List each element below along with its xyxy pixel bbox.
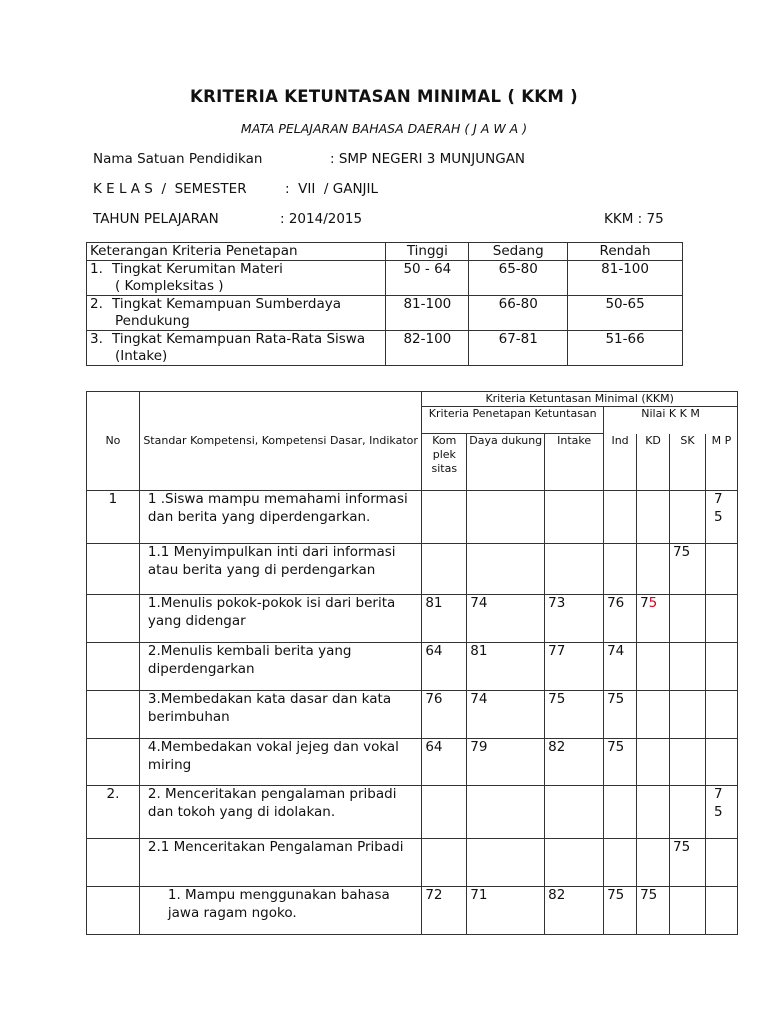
row-sk xyxy=(670,739,706,786)
class-label: K E L A S / SEMESTER xyxy=(93,181,247,197)
row-intake: 73 xyxy=(545,595,604,643)
table-row xyxy=(87,491,738,544)
row-sk xyxy=(670,491,706,544)
header-sk: SK xyxy=(670,434,706,491)
criteria-header: Keterangan Kriteria Penetapan xyxy=(87,243,386,261)
row-ind: 75 xyxy=(604,887,637,935)
row-mp xyxy=(705,643,737,691)
criteria-num: 1. xyxy=(90,261,103,277)
row-mp xyxy=(705,839,737,887)
row-no xyxy=(87,839,140,887)
row-daya: 81 xyxy=(467,643,545,691)
row-kd xyxy=(637,643,670,691)
row-mp: 7 5 xyxy=(705,491,737,544)
row-text-content: 1.Menulis pokok-pokok isi dari berita yang didengar xyxy=(147,595,396,629)
criteria-desc xyxy=(87,296,386,331)
criteria-num: 2. xyxy=(90,296,103,312)
row-kd xyxy=(637,491,670,544)
criteria-sedang: 66-80 xyxy=(469,296,568,331)
class-value: : VII / GANJIL xyxy=(285,181,379,197)
row-text xyxy=(139,544,421,595)
row-ind xyxy=(604,786,637,839)
school-value: : SMP NEGERI 3 MUNJUNGAN xyxy=(330,151,526,167)
row-kd xyxy=(637,595,670,643)
row-kd-a: 75 xyxy=(640,887,658,903)
row-text xyxy=(139,839,421,887)
row-text-content: 2.Menulis kembali berita yang diperdengarkan xyxy=(147,643,352,677)
criteria-table xyxy=(86,242,683,366)
row-intake xyxy=(545,491,604,544)
table-row xyxy=(87,691,738,739)
header-standar: Standar Kompetensi, Kompetensi Dasar, Indikator xyxy=(139,392,421,491)
row-komp xyxy=(422,786,467,839)
row-ind xyxy=(604,491,637,544)
row-no xyxy=(87,595,140,643)
criteria-rendah: 81-100 xyxy=(568,261,683,296)
header-kkm: Kriteria Ketuntasan Minimal (KKM) xyxy=(422,392,738,407)
row-intake: 82 xyxy=(545,887,604,935)
row-no xyxy=(87,691,140,739)
kkm-header-row xyxy=(87,392,738,407)
row-komp: 72 xyxy=(422,887,467,935)
row-ind: 74 xyxy=(604,643,637,691)
row-mp xyxy=(705,887,737,935)
row-text-content: 3.Membedakan kata dasar dan kata berimbuhan xyxy=(147,691,392,725)
criteria-row xyxy=(87,296,683,331)
row-sk: 75 xyxy=(670,544,706,595)
row-intake xyxy=(545,839,604,887)
row-sk xyxy=(670,595,706,643)
criteria-tinggi: 81-100 xyxy=(386,296,469,331)
row-komp: 64 xyxy=(422,739,467,786)
row-kd xyxy=(637,739,670,786)
criteria-header-row xyxy=(87,243,683,261)
row-text xyxy=(139,491,421,544)
header-mp: M P xyxy=(705,434,737,491)
row-komp: 81 xyxy=(422,595,467,643)
header-kd: KD xyxy=(637,434,670,491)
row-ind: 75 xyxy=(604,691,637,739)
criteria-sedang: 65-80 xyxy=(469,261,568,296)
row-kd xyxy=(637,887,670,935)
criteria-line1: Tingkat Kemampuan Sumberdaya xyxy=(112,296,342,312)
row-text xyxy=(139,595,421,643)
row-text-content: 1 .Siswa mampu memahami informasi dan berita yang diperdengarkan. xyxy=(147,491,408,525)
criteria-rendah: 51-66 xyxy=(568,331,683,366)
row-mp: 7 5 xyxy=(705,786,737,839)
criteria-rendah: 50-65 xyxy=(568,296,683,331)
row-daya: 74 xyxy=(467,595,545,643)
row-text xyxy=(139,739,421,786)
row-komp: 64 xyxy=(422,643,467,691)
row-intake xyxy=(545,544,604,595)
table-row xyxy=(87,786,738,839)
criteria-row xyxy=(87,261,683,296)
school-label: Nama Satuan Pendidikan xyxy=(93,151,263,167)
row-ind xyxy=(604,839,637,887)
row-daya xyxy=(467,786,545,839)
row-sk xyxy=(670,887,706,935)
row-daya: 79 xyxy=(467,739,545,786)
header-no: No xyxy=(87,392,140,491)
table-row xyxy=(87,887,738,935)
row-sk xyxy=(670,643,706,691)
criteria-line1: Tingkat Kemampuan Rata-Rata Siswa xyxy=(112,331,366,347)
criteria-header: Tinggi xyxy=(386,243,469,261)
kkm-value: KKM : 75 xyxy=(604,211,664,227)
row-no xyxy=(87,643,140,691)
row-daya xyxy=(467,544,545,595)
row-text-content: 4.Membedakan vokal jejeg dan vokal miring xyxy=(147,739,399,773)
table-row xyxy=(87,839,738,887)
header-daya-dukung: Daya dukung xyxy=(467,434,545,491)
row-text-content: 2.1 Menceritakan Pengalaman Pribadi xyxy=(147,839,404,855)
table-row xyxy=(87,739,738,786)
criteria-line2: Pendukung xyxy=(115,313,190,329)
row-kd xyxy=(637,786,670,839)
row-text-content: 1.1 Menyimpulkan inti dari informasi atau berita yang di perdengarkan xyxy=(147,544,396,578)
table-row xyxy=(87,544,738,595)
row-no: 2. xyxy=(87,786,140,839)
criteria-desc xyxy=(87,261,386,296)
header-nilai-kkm: Nilai K K M xyxy=(604,407,738,434)
row-mp xyxy=(705,691,737,739)
row-mp xyxy=(705,739,737,786)
criteria-row xyxy=(87,331,683,366)
row-daya xyxy=(467,491,545,544)
criteria-line2: (Intake) xyxy=(115,348,168,364)
row-kd-a: 7 xyxy=(640,595,649,611)
row-text xyxy=(139,643,421,691)
row-intake: 77 xyxy=(545,643,604,691)
row-daya xyxy=(467,839,545,887)
criteria-header: Sedang xyxy=(469,243,568,261)
header-kriteria-penetapan: Kriteria Penetapan Ketuntasan xyxy=(422,407,604,434)
row-sk: 75 xyxy=(670,839,706,887)
row-intake xyxy=(545,786,604,839)
row-kd-b: 5 xyxy=(648,595,658,611)
criteria-sedang: 67-81 xyxy=(469,331,568,366)
row-daya: 74 xyxy=(467,691,545,739)
row-komp xyxy=(422,544,467,595)
row-kd xyxy=(637,544,670,595)
year-value: : 2014/2015 xyxy=(280,211,363,227)
page-title: KRITERIA KETUNTASAN MINIMAL ( KKM ) xyxy=(189,87,578,106)
row-kd xyxy=(637,691,670,739)
criteria-tinggi: 50 - 64 xyxy=(386,261,469,296)
criteria-tinggi: 82-100 xyxy=(386,331,469,366)
kkm-table xyxy=(86,391,738,935)
row-mp xyxy=(705,595,737,643)
criteria-num: 3. xyxy=(90,331,103,347)
row-no: 1 xyxy=(87,491,140,544)
header-ind: Ind xyxy=(604,434,637,491)
row-kd xyxy=(637,839,670,887)
row-sk xyxy=(670,786,706,839)
criteria-line1: Tingkat Kerumitan Materi xyxy=(112,261,283,277)
row-sk xyxy=(670,691,706,739)
row-intake: 75 xyxy=(545,691,604,739)
row-text xyxy=(139,786,421,839)
row-no xyxy=(87,544,140,595)
row-text-content: 1. Mampu menggunakan bahasa jawa ragam ngoko. xyxy=(167,887,390,921)
row-komp xyxy=(422,491,467,544)
row-no xyxy=(87,887,140,935)
row-ind: 75 xyxy=(604,739,637,786)
criteria-desc xyxy=(87,331,386,366)
row-komp xyxy=(422,839,467,887)
table-row xyxy=(87,643,738,691)
criteria-line2: ( Kompleksitas ) xyxy=(115,278,224,294)
year-label: TAHUN PELAJARAN xyxy=(93,211,219,227)
row-text-content: 2. Menceritakan pengalaman pribadi dan tokoh yang di idolakan. xyxy=(147,786,397,820)
row-ind: 76 xyxy=(604,595,637,643)
row-no xyxy=(87,739,140,786)
header-kompleksitas: Kom plek sitas xyxy=(422,434,467,491)
header-intake: Intake xyxy=(545,434,604,491)
row-text xyxy=(139,691,421,739)
row-text xyxy=(139,887,421,935)
page-subtitle: MATA PELAJARAN BAHASA DAERAH ( J A W A ) xyxy=(240,121,528,136)
row-komp: 76 xyxy=(422,691,467,739)
row-intake: 82 xyxy=(545,739,604,786)
criteria-header: Rendah xyxy=(568,243,683,261)
row-daya: 71 xyxy=(467,887,545,935)
row-mp xyxy=(705,544,737,595)
row-ind xyxy=(604,544,637,595)
table-row xyxy=(87,595,738,643)
